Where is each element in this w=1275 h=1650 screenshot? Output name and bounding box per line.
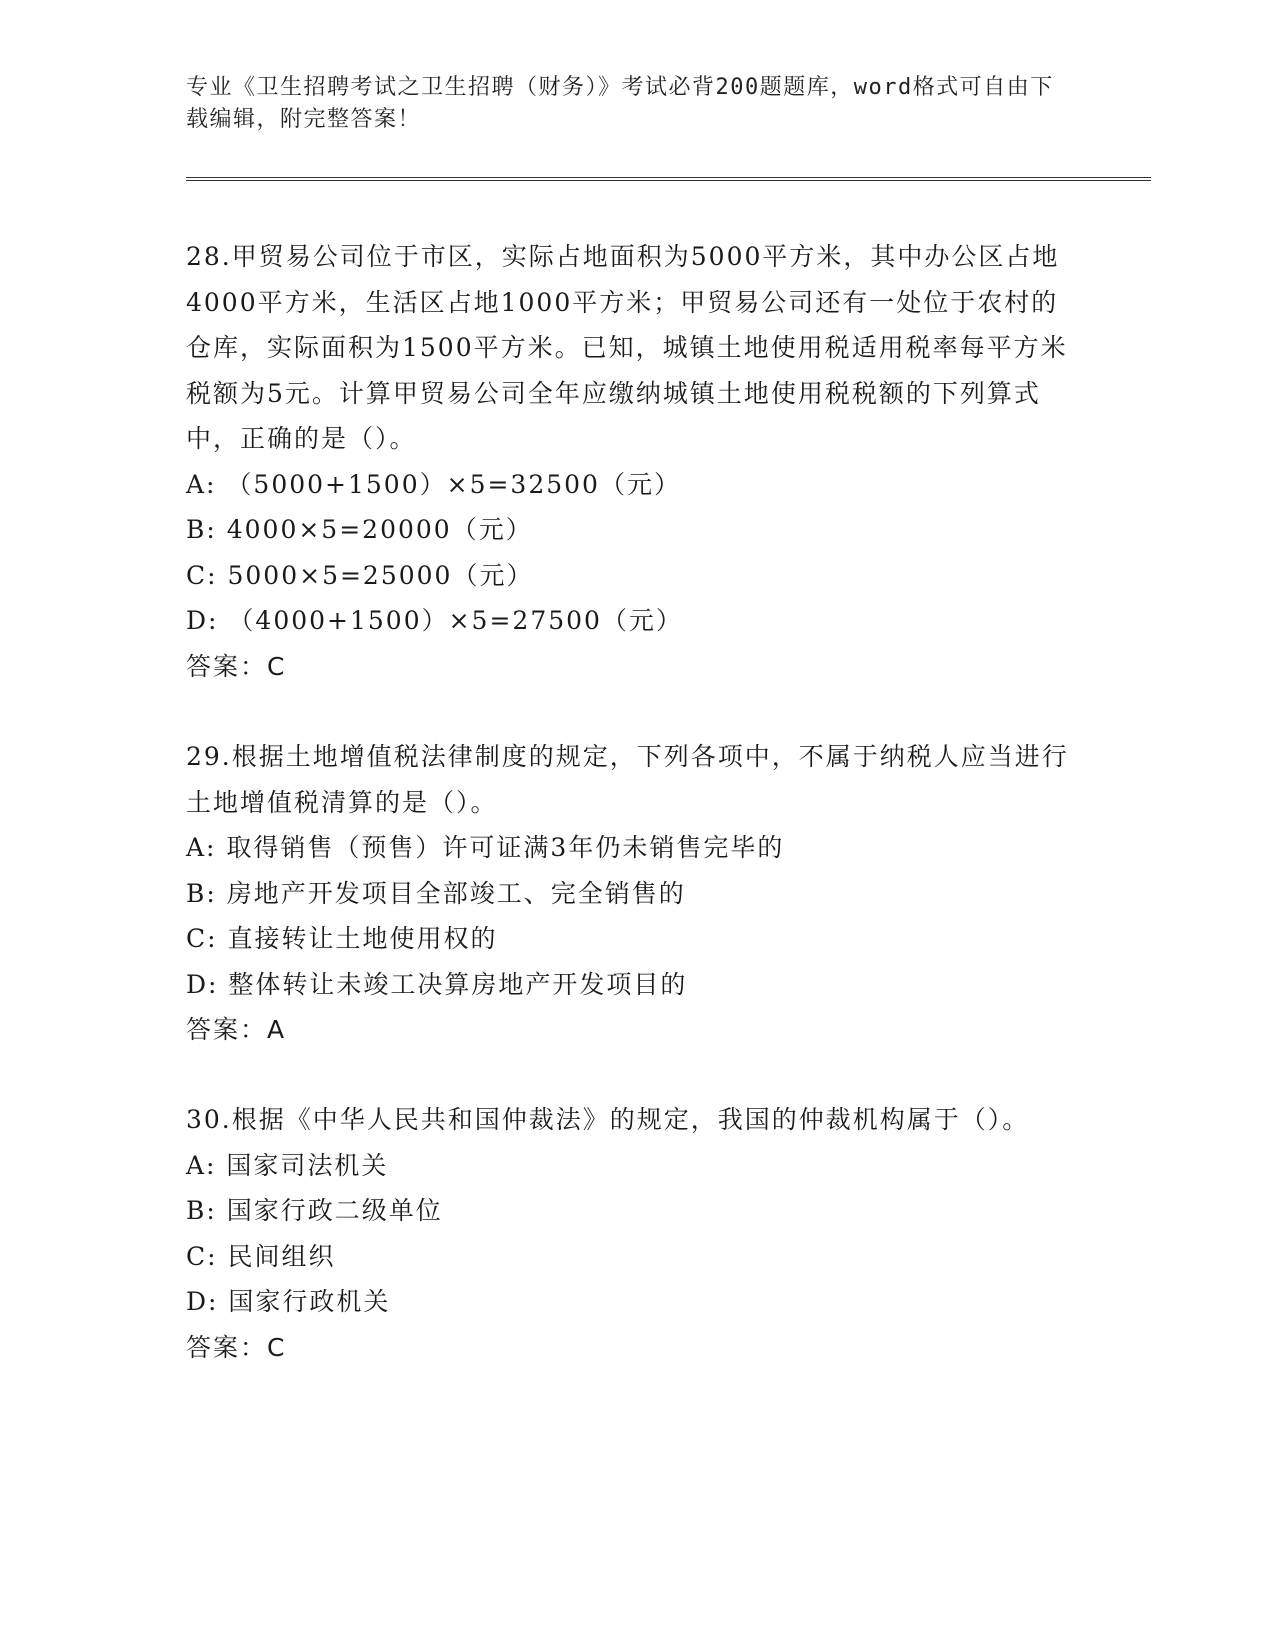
option-a: A: （5000+1500）×5=32500（元） [186,469,681,499]
question-28 [186,234,1076,689]
answer-line: 答案：A [186,1015,287,1044]
option-c: C: 直接转让土地使用权的 [186,924,498,953]
question-stem: 30.根据《中华人民共和国仲裁法》的规定，我国的仲裁机构属于（）。 [186,1105,1030,1134]
option-b: B: 房地产开发项目全部竣工、完全销售的 [186,878,686,908]
option-c: C: 民间组织 [186,1241,336,1271]
option-b: B: 4000×5=20000（元） [186,515,533,544]
header-text: 专业《卫生招聘考试之卫生招聘（财务）》考试必背200题题库，word格式可自由下载编辑，附完整答案！ [186,75,1054,132]
question-stem: 28.甲贸易公司位于市区，实际占地面积为5000平方米，其中办公区占地4000平方米，生活区占地1000平方米；甲贸易公司还有一处位于农村的仓库，实际面积为1500平方米。已知，城镇土地使用税适用税率每平方米税额为5元。计算甲贸易公司全年应缴纳城镇土地使用税税额的下列算式中，正确的是（）。 [186,242,1068,453]
answer-line: 答案：C [186,651,287,681]
question-29 [186,734,1076,1053]
question-30 [186,1097,1076,1370]
option-a: A: 取得销售（预售）许可证满3年仍未销售完毕的 [186,833,785,862]
header-divider [186,177,1151,181]
answer-line: 答案：C [186,1332,287,1362]
document-header [186,72,1066,136]
option-a: A: 国家司法机关 [186,1150,389,1180]
option-d: D: （4000+1500）×5=27500（元） [186,606,683,635]
option-d: D: 整体转让未竣工决算房地产开发项目的 [186,969,688,999]
option-b: B: 国家行政二级单位 [186,1196,443,1225]
option-d: D: 国家行政机关 [186,1287,391,1316]
option-c: C: 5000×5=25000（元） [186,560,534,590]
question-stem: 29.根据土地增值税法律制度的规定，下列各项中，不属于纳税人应当进行土地增值税清算的是（）。 [186,742,1069,817]
